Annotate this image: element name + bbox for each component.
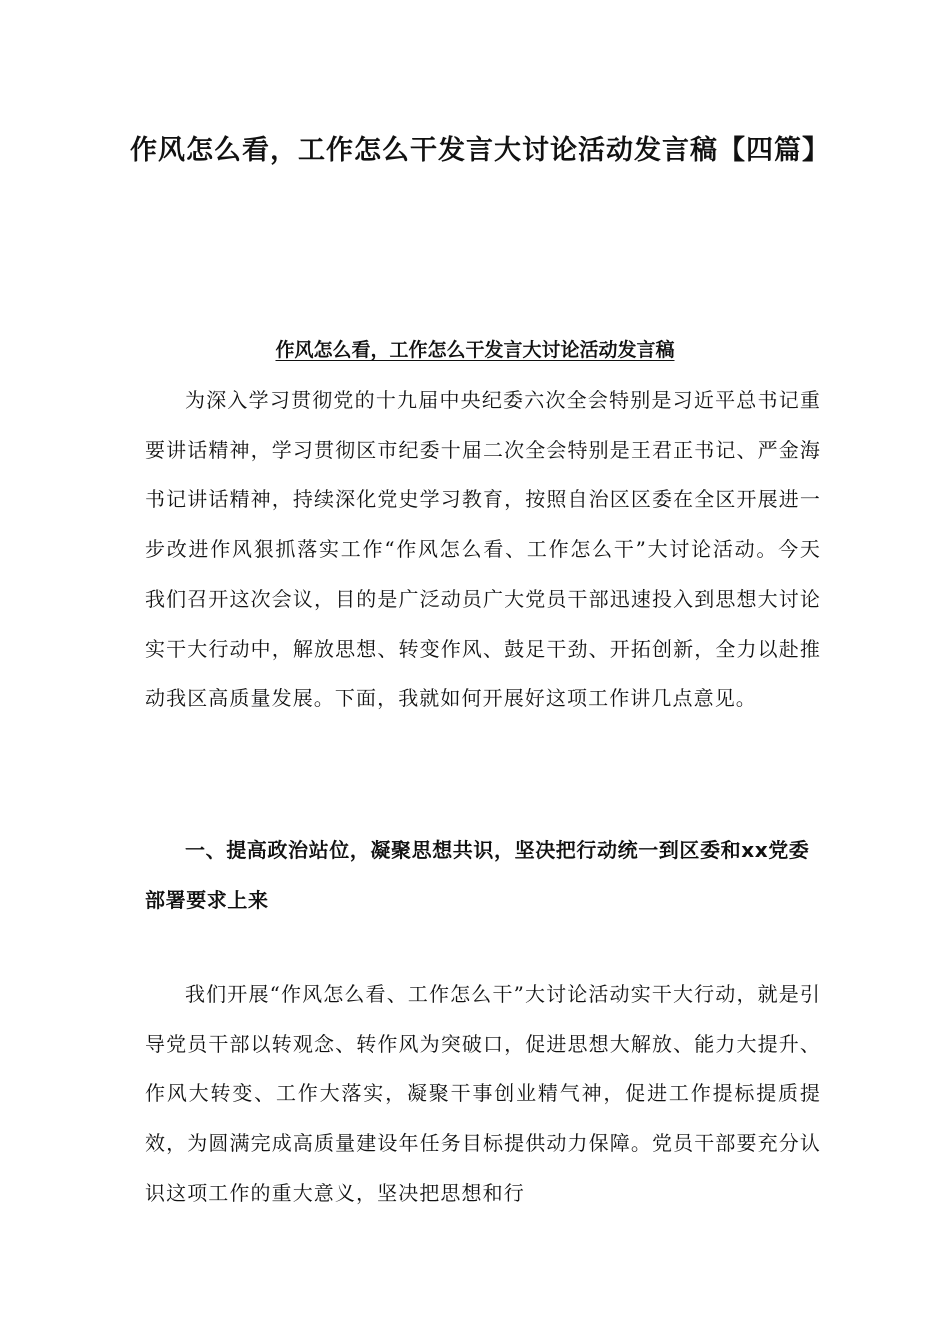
body-paragraph: 我们开展“作风怎么看、工作怎么干”大讨论活动实干大行动，就是引导党员干部以转观念、转作风为突破口，促进思想大解放、能力大提升、作风大转变、工作大落实，凝聚干事创业精气神，促进工作提标提质提效，为圆满完成高质量建设年任务目标提供动力保障。党员干部要充分认识这项工作的重大意义，坚决把思想和行 xyxy=(145,982,821,1205)
document-title: 作风怎么看，工作怎么干发言大讨论活动发言稿【四篇】 xyxy=(130,135,830,166)
section-title-text: 作风怎么看，工作怎么干发言大讨论活动发言稿 xyxy=(275,339,675,361)
section-title xyxy=(145,333,805,367)
heading-one: 一、提高政治站位，凝聚思想共识，坚决把行动统一到区委和xx党委部署要求上来 xyxy=(145,838,810,912)
intro-paragraph: 为深入学习贯彻党的十九届中央纪委六次全会特别是习近平总书记重要讲话精神，学习贯彻区市纪委十届二次全会特别是王君正书记、严金海书记讲话精神，持续深化党史学习教育，按照自治区区委在全区开展进一步改进作风狠抓落实工作“作风怎么看、工作怎么干”大讨论活动。今天我们召开这次会议，目的是广泛动员广大党员干部迅速投入到思想大讨论实干大行动中，解放思想、转变作风、鼓足干劲、开拓创新，全力以赴推动我区高质量发展。下面，我就如何开展好这项工作讲几点意见。 xyxy=(145,388,821,711)
